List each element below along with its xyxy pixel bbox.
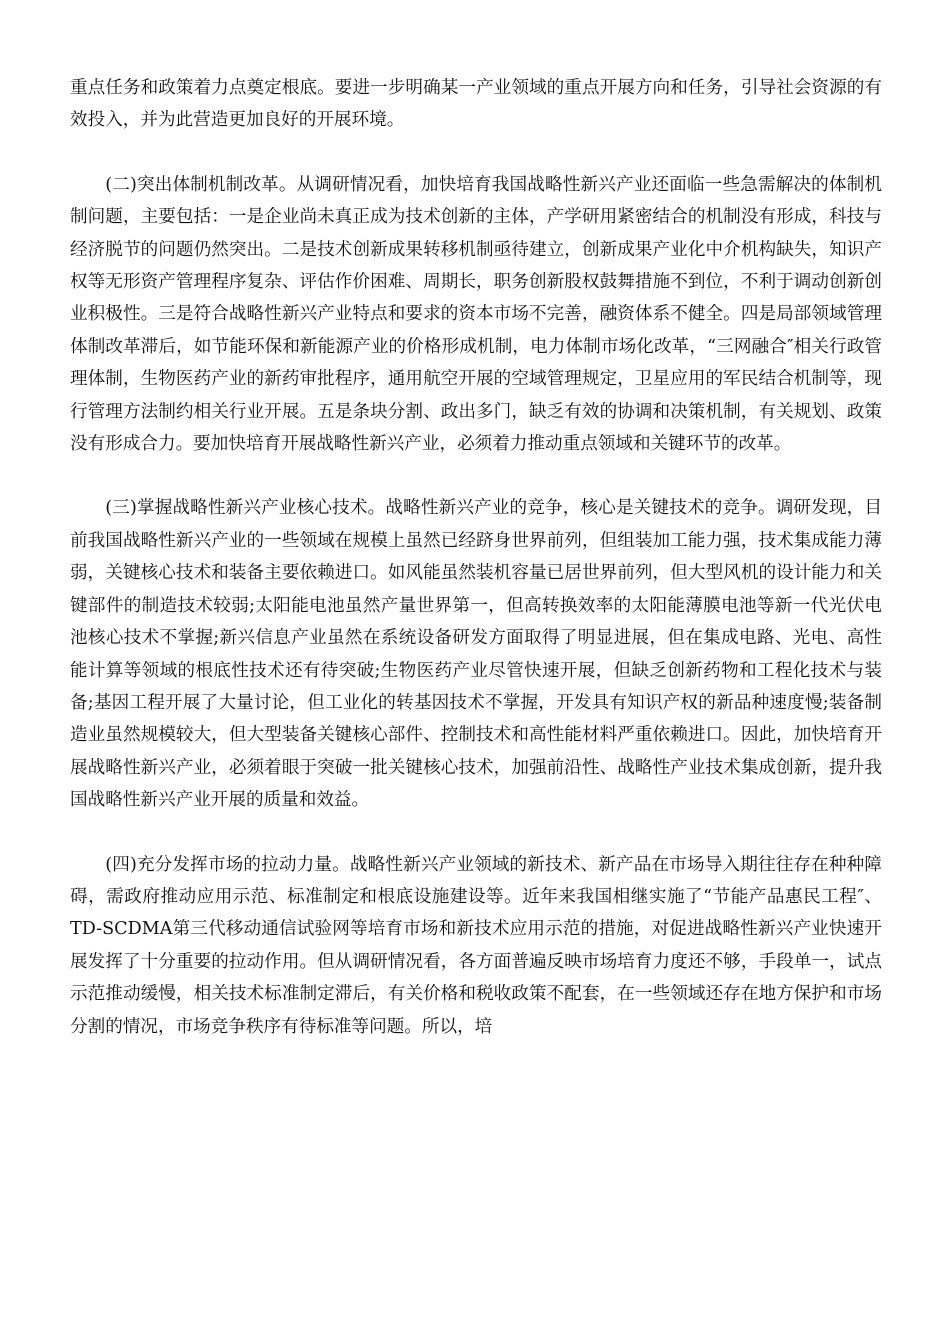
paragraph-core-technology: (三)掌握战略性新兴产业核心技术。战略性新兴产业的竞争，核心是关键技术的竞争。调研发现，目前我国战略性新兴产业的一些领域在规模上虽然已经跻身世界前列，但组装加工能力强，技术集成能力薄弱，关键核心技术和装备主要依赖进口。如风能虽然装机容量已居世界前列，但大型风机的设计能力和关键部件的制造技术较弱;太阳能电池虽然产量世界第一，但高转换效率的太阳能薄膜电池等新一代光伏电池核心技术不掌握;新兴信息产业虽然在系统设备研发方面取得了明显进展，但在集成电路、光电、高性能计算等领域的根底性技术还有待突破;生物医药产业尽管快速开展，但缺乏创新药物和工程化技术与装备;基因工程开展了大量讨论，但工业化的转基因技术不掌握，开发具有知识产权的新品种速度慢;装备制造业虽然规模较大，但大型装备关键核心部件、控制技术和高性能材料严重依赖进口。因此，加快培育开展战略性新兴产业，必须着眼于突破一批关键核心技术，加强前沿性、战略性产业技术集成创新，提升我国战略性新兴产业开展的质量和效益。 xyxy=(70,498,882,811)
paragraph-market-pull: (四)充分发挥市场的拉动力量。战略性新兴产业领域的新技术、新产品在市场导入期往往存在种种障碍，需政府推动应用示范、标准制定和根底设施建设等。近年来我国相继实施了“节能产品惠民工程″、TD-SCDMA第三代移动通信试验网等培育市场和新技术应用示范的措施，对促进战略性新兴产业快速开展发挥了十分重要的拉动作用。但从调研情况看，各方面普遍反映市场培育力度还不够，手段单一，试点示范推动缓慢，相关技术标准制定滞后，有关价格和税收政策不配套，在一些领域还存在地方保护和市场分割的情况，市场竞争秩序有待标准等问题。所以，培 xyxy=(70,854,882,1037)
document-page xyxy=(70,72,882,1043)
paragraph-continuation: 重点任务和政策着力点奠定根底。要进一步明确某一产业领域的重点开展方向和任务，引导社会资源的有效投入，并为此营造更加良好的开展环境。 xyxy=(70,78,882,131)
paragraph-institutional-reform: (二)突出体制机制改革。从调研情况看，加快培育我国战略性新兴产业还面临一些急需解决的体制机制问题，主要包括：一是企业尚未真正成为技术创新的主体，产学研用紧密结合的机制没有形成，科技与经济脱节的问题仍然突出。二是技术创新成果转移机制亟待建立，创新成果产业化中介机构缺失，知识产权等无形资产管理程序复杂、评估作价困难、周期长，职务创新股权鼓舞措施不到位，不利于调动创新创业积极性。三是符合战略性新兴产业特点和要求的资本市场不完善，融资体系不健全。四是局部领域管理体制改革滞后，如节能环保和新能源产业的价格形成机制，电力体制市场化改革，“三网融合″相关行政管理体制，生物医药产业的新药审批程序，通用航空开展的空域管理规定，卫星应用的军民结合机制等，现行管理方法制约相关行业开展。五是条块分割、政出多门，缺乏有效的协调和决策机制，有关规划、政策没有形成合力。要加快培育开展战略性新兴产业，必须着力推动重点领域和关键环节的改革。 xyxy=(70,174,882,455)
